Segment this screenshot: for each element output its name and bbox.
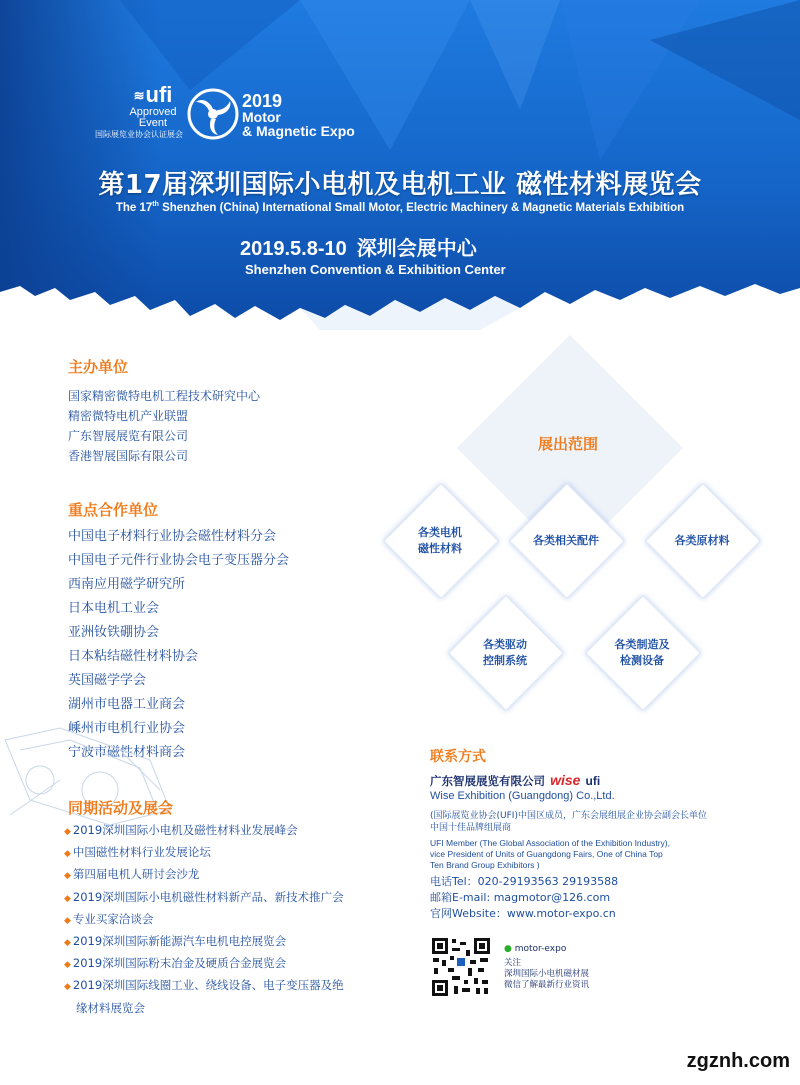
scope-label-4 [450, 637, 560, 669]
organizer-item: 国家精密微特电机工程技术研究中心 [68, 389, 261, 403]
event-item-label: 中国磁性材料行业发展论坛 [72, 845, 211, 860]
diamond-bullet-icon: ◆ [64, 982, 71, 993]
diamond-bullet-icon: ◆ [64, 960, 71, 971]
partner-item: 嵊州市电机行业协会 [68, 721, 186, 736]
membership-en-line1: UFI Member (The Global Association of the Exhibition Industry), [430, 838, 670, 848]
events-list [64, 819, 344, 1019]
expo-name-line1: Motor [242, 109, 281, 125]
ufi-approved-logo [118, 84, 188, 129]
wechat-block [504, 944, 589, 991]
ufi-mark-text: ufi [145, 82, 173, 107]
venue-cn: 深圳会展中心 [356, 236, 477, 260]
event-item [64, 863, 344, 885]
partner-item: 中国电子元件行业协会电子变压器分会 [68, 553, 290, 568]
scope-label-2: 各类相关配件 [533, 534, 599, 547]
organizers-list [68, 386, 260, 466]
contact-title: 联系方式 [430, 749, 486, 765]
event-item-label: 专业买家洽谈会 [72, 911, 154, 926]
title-en-pre: The 17 [115, 201, 153, 214]
scope-4-line1: 各类驱动 [483, 638, 527, 651]
ufi-cn-caption: 国际展览业协会认证展会 [95, 130, 183, 139]
scope-label-3: 各类原材料 [674, 534, 730, 547]
event-item-label: 第四届电机人研讨会沙龙 [72, 867, 200, 882]
company-row [430, 770, 600, 789]
expo-name-line2: & Magnetic Expo [242, 123, 355, 139]
partner-item: 日本电机工业会 [68, 601, 160, 616]
event-item [64, 819, 344, 841]
partner-item: 中国电子材料行业协会磁性材料分会 [68, 529, 277, 544]
date-venue [240, 232, 477, 261]
partner-item: 英国磁学学会 [68, 673, 147, 688]
event-item [64, 841, 344, 863]
event-item-label: 2019深圳国际粉末冶金及硬质合金展览会 [72, 956, 287, 971]
organizer-item: 广东智展展览有限公司 [68, 429, 189, 443]
event-item [64, 908, 344, 930]
ufi-waves-icon: ≋ [133, 88, 145, 104]
event-item [64, 974, 344, 996]
diamond-bullet-icon: ◆ [64, 937, 71, 948]
partners-title: 重点合作单位 [68, 501, 159, 519]
expo-year: 2019 [242, 91, 283, 111]
partner-item: 湖州市电器工业商会 [68, 697, 186, 712]
event-item [64, 886, 344, 908]
exhibition-title-cn: 第17届深圳国际小电机及电机工业 磁性材料展览会 [98, 170, 702, 200]
contact-details [430, 874, 618, 922]
event-item-label: 2019深圳国际线圈工业、绕线设备、电子变压器及绝 [72, 978, 344, 993]
wise-logo: wise [550, 772, 581, 788]
exhibition-title-en [0, 201, 800, 214]
organizers-title: 主办单位 [68, 358, 129, 376]
event-item-label: 2019深圳国际小电机磁性材料新产品、新技术推广会 [72, 889, 344, 904]
membership-cn [430, 810, 707, 834]
title-en-post: Shenzhen (China) International Small Motor, Electric Machinery & Magnetic Materials Exhibition [158, 201, 685, 214]
scope-4-line2: 控制系统 [483, 654, 527, 667]
wechat-icon: ● [504, 944, 512, 954]
diamond-bullet-icon: ◆ [64, 915, 71, 926]
membership-cn-line2: 中国十佳品牌组展商 [430, 823, 512, 833]
events-title: 同期活动及展会 [68, 799, 174, 817]
diamond-bullet-icon: ◆ [64, 893, 71, 904]
partner-item: 日本粘结磁性材料协会 [68, 649, 199, 664]
wechat-account-name: motor-expo [514, 944, 567, 954]
wechat-account [504, 944, 589, 954]
wechat-follow: 关注 [504, 958, 522, 968]
event-item-label: 2019深圳国际小电机及磁性材料业发展峰会 [72, 823, 298, 837]
ufi-approved-text: Approved [129, 106, 177, 119]
event-item-continued: 缘材料展览会 [76, 1000, 145, 1015]
scope-label-1 [385, 525, 495, 557]
email-link[interactable]: 邮箱E-mail: magmotor@126.com [430, 891, 611, 904]
telephone: 电话Tel：020-29193563 29193588 [430, 875, 619, 888]
scope-1-line2: 磁性材料 [418, 542, 462, 555]
organizer-item: 精密微特电机产业联盟 [68, 409, 189, 423]
ufi-event-text: Event [138, 117, 168, 130]
scope-5-line1: 各类制造及 [614, 638, 670, 651]
diamond-bullet-icon: ◆ [64, 849, 71, 860]
scope-label-5 [587, 637, 697, 669]
venue-en: Shenzhen Convention & Exhibition Center [245, 262, 506, 277]
wechat-line3: 微信了解最新行业资讯 [504, 980, 590, 990]
ufi-member-logo: ufi [585, 774, 601, 788]
expo-fan-logo-icon [187, 88, 239, 140]
organizer-item: 香港智展国际有限公司 [68, 449, 189, 463]
event-item [64, 930, 344, 952]
wechat-line2: 深圳国际小电机磁材展 [504, 969, 590, 979]
membership-en-line2: vice President of Units of Guangdong Fairs, One of China Top [430, 849, 663, 859]
expo-name [242, 110, 355, 138]
partner-item: 西南应用磁学研究所 [68, 577, 186, 592]
site-watermark: zgznh.com [686, 1050, 790, 1072]
website-link[interactable]: 官网Website：www.motor-expo.cn [430, 907, 616, 920]
membership-en [430, 838, 670, 871]
partner-item: 亚洲钕铁硼协会 [68, 625, 160, 640]
diamond-bullet-icon: ◆ [64, 871, 71, 882]
scope-title: 展出范围 [538, 435, 599, 453]
company-name-cn: 广东智展展览有限公司 [430, 774, 545, 788]
diamond-bullet-icon: ◆ [64, 827, 71, 837]
scope-1-line1: 各类电机 [418, 526, 462, 539]
scope-5-line2: 检测设备 [620, 654, 664, 667]
exhibition-date: 2019.5.8-10 [240, 238, 347, 260]
partner-item: 宁波市磁性材料商会 [68, 745, 186, 760]
qr-code-icon[interactable] [430, 936, 492, 998]
title-en-sup: th [152, 201, 159, 208]
company-name-en: Wise Exhibition (Guangdong) Co.,Ltd. [430, 790, 615, 802]
event-item [64, 952, 344, 974]
event-item-label: 2019深圳国际新能源汽车电机电控展览会 [72, 933, 287, 948]
membership-en-line3: Ten Brand Group Exhibitors ) [430, 860, 540, 870]
membership-cn-line1: (国际展览业协会(UFI)中国区成员，广东会展组展企业协会副会长单位 [430, 811, 707, 821]
